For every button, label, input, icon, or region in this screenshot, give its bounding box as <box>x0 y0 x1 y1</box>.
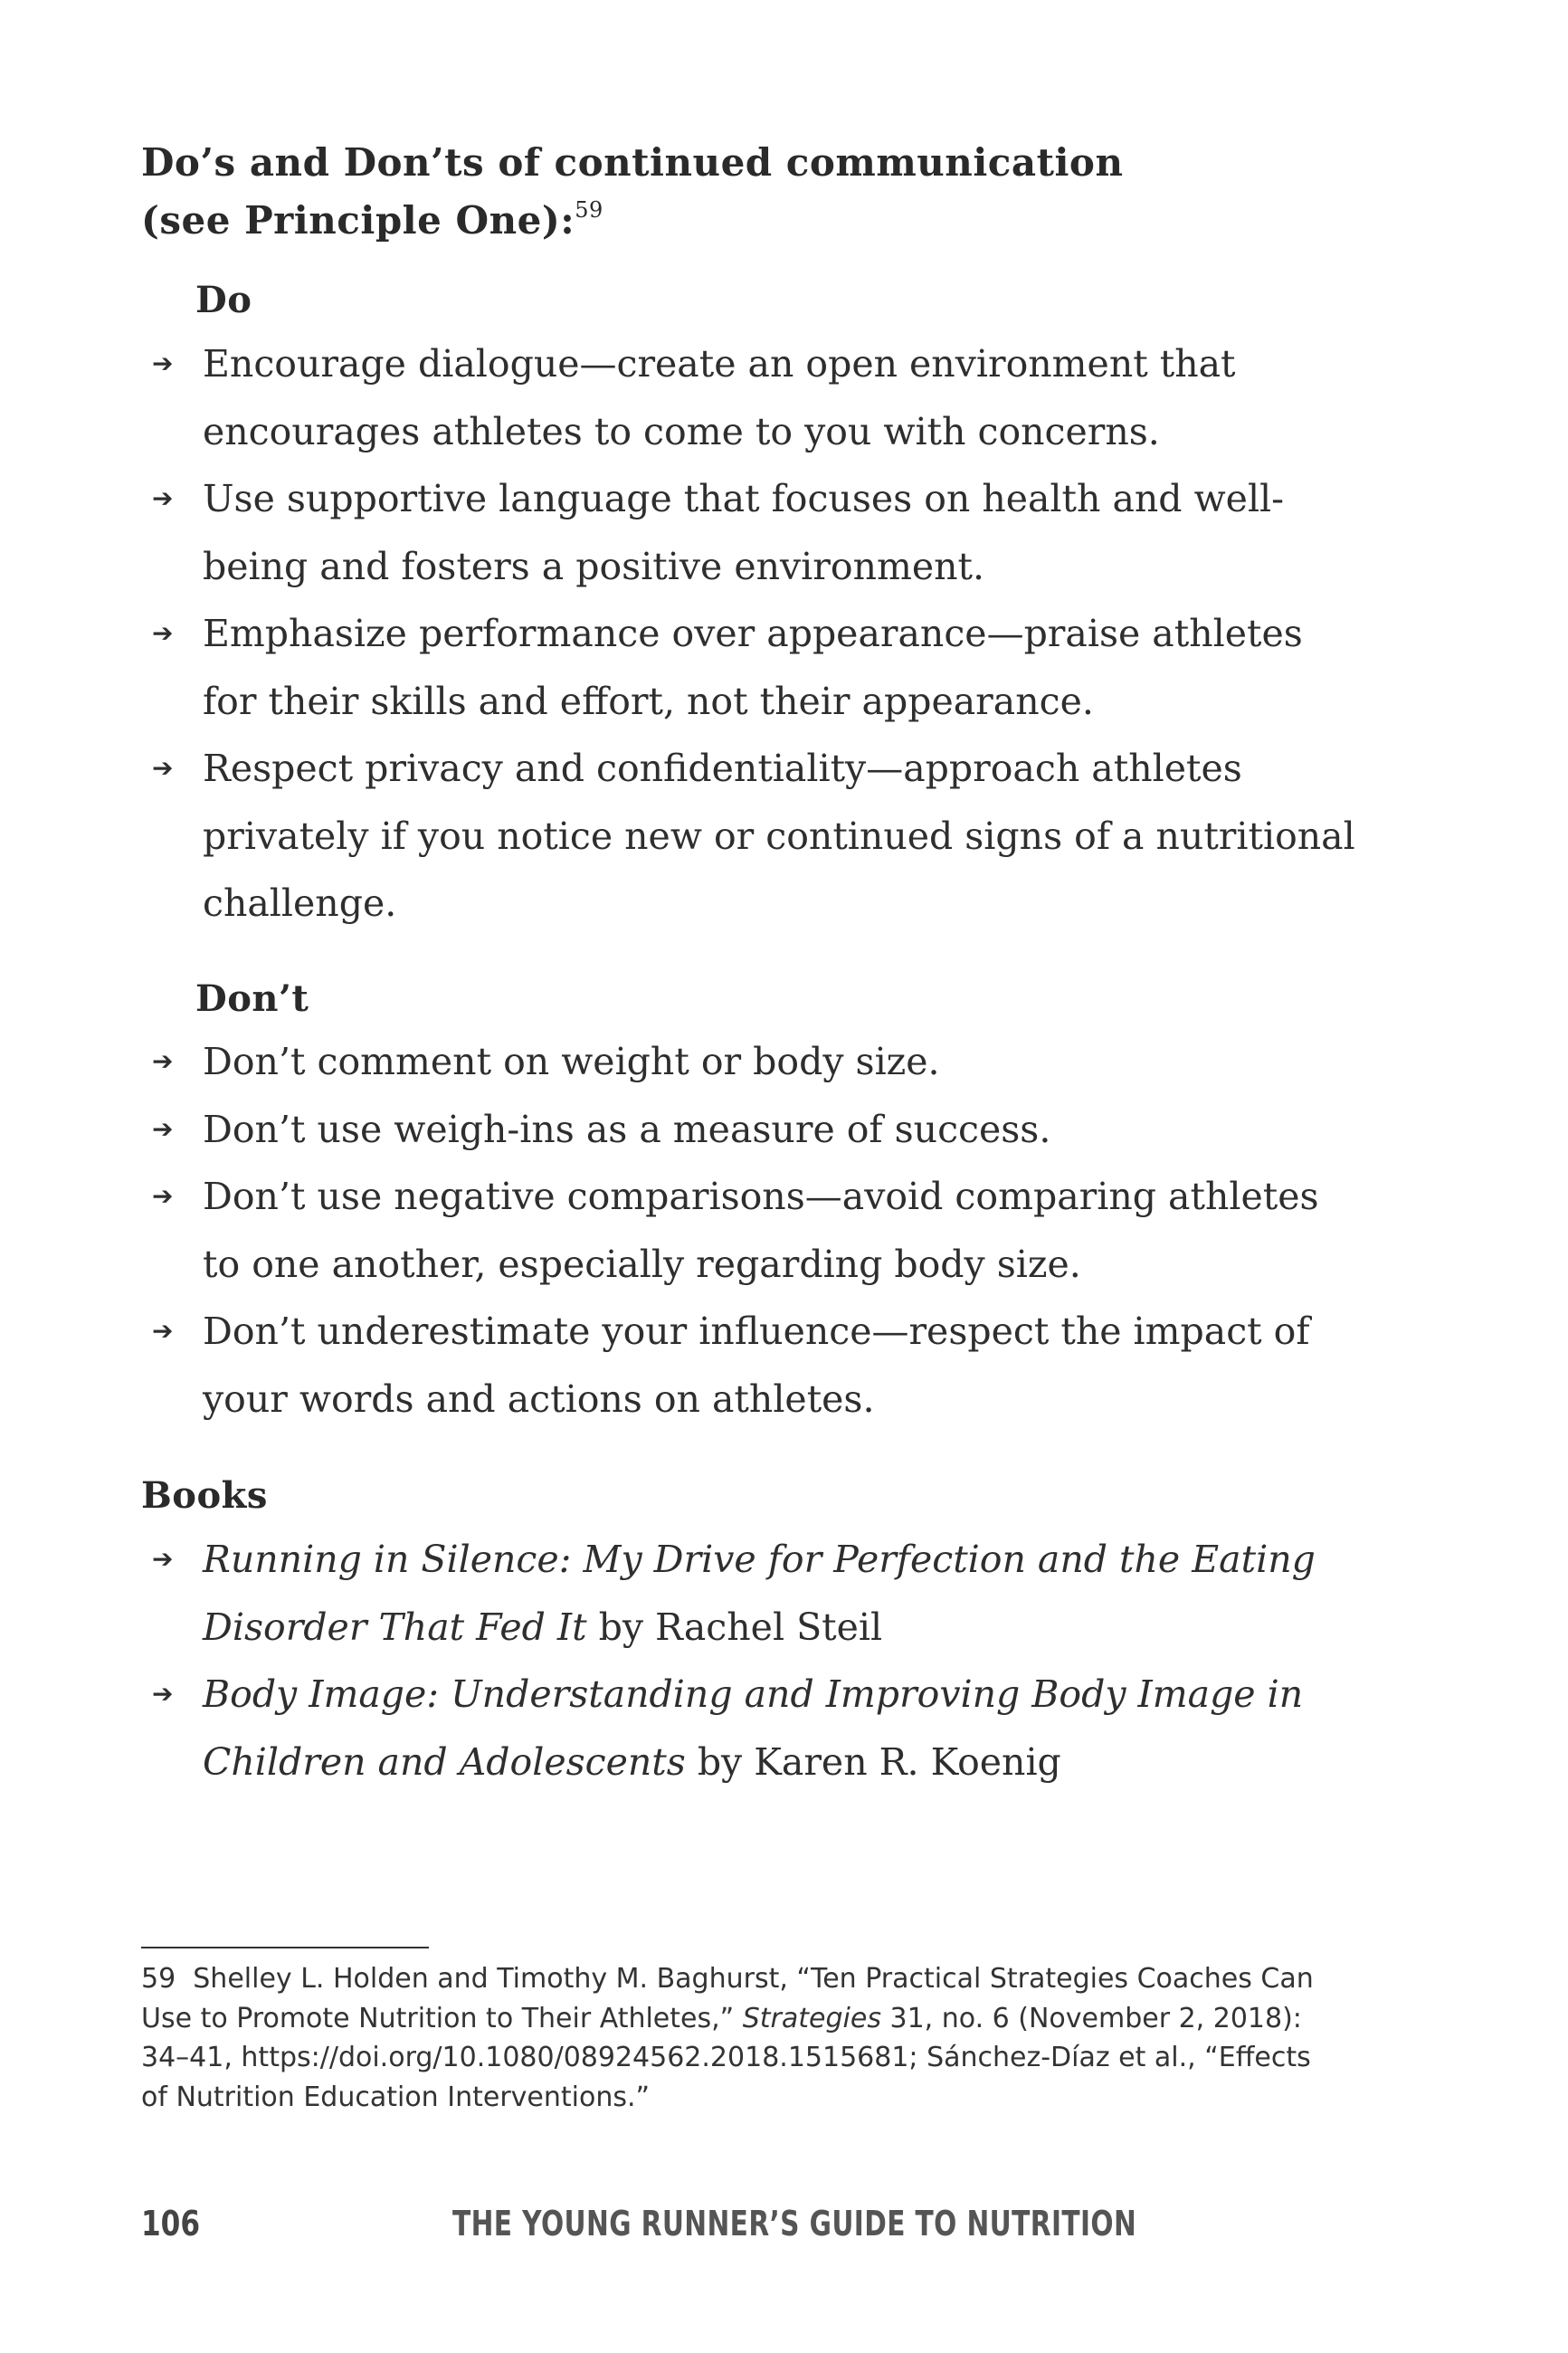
footnote-reference[interactable]: 59 <box>575 197 603 223</box>
list-item <box>152 330 1364 465</box>
list-item-text: Don’t comment on weight or body size. <box>203 1040 940 1083</box>
books-subheading: Books <box>141 1474 268 1517</box>
list-item <box>152 1163 1364 1298</box>
book-title: Running in Silence: My Drive for Perfection and the Eating Disorder That Fed It <box>203 1538 1316 1649</box>
footnote <box>141 1959 1317 2117</box>
arrow-right-icon: ➔ <box>152 1679 174 1709</box>
arrow-right-icon: ➔ <box>152 1181 174 1211</box>
section-heading <box>141 134 1272 250</box>
arrow-right-icon: ➔ <box>152 1046 174 1076</box>
list-item-text: Don’t use negative comparisons—avoid comparing athletes to one another, especially regarding body size. <box>203 1175 1319 1286</box>
page-number: 106 <box>141 2204 201 2243</box>
do-subheading: Do <box>195 279 252 321</box>
list-item <box>152 1028 1364 1096</box>
arrow-right-icon: ➔ <box>152 348 174 378</box>
footnote-text-b: 31, no. 6 (November 2, 2018): 34–41, https://doi.org/10.1080/08924562.2018.1515681; Sánchez-Díaz et al., “Effects of Nutrition Education Interventions.” <box>141 2002 1311 2113</box>
list-item-text: Respect privacy and confidentiality—approach athletes privately if you notice new or continued signs of a nutritional challenge. <box>203 747 1355 925</box>
arrow-right-icon: ➔ <box>152 1113 174 1144</box>
arrow-right-icon: ➔ <box>152 483 174 513</box>
footnote-text-a: Shelley L. Holden and Timothy M. Baghurst, “Ten Practical Strategies Coaches Can Use to Promote Nutrition to Their Athletes,” <box>141 1963 1314 2034</box>
book-title: Body Image: Understanding and Improving Body Image in Children and Adolescents <box>203 1672 1304 1784</box>
arrow-right-icon: ➔ <box>152 1544 174 1574</box>
footnote-number: 59 <box>141 1963 176 1995</box>
footnote-divider <box>141 1947 429 1948</box>
arrow-right-icon: ➔ <box>152 753 174 783</box>
dont-subheading: Don’t <box>195 977 309 1020</box>
list-item <box>152 1526 1364 1661</box>
list-item-text: Don’t use weigh-ins as a measure of success. <box>203 1107 1051 1151</box>
list-item <box>152 1661 1364 1796</box>
list-item <box>152 465 1364 600</box>
arrow-right-icon: ➔ <box>152 1316 174 1346</box>
list-item-text: Use supportive language that focuses on health and well-being and fosters a positive environment. <box>203 477 1285 588</box>
footnote-journal: Strategies <box>742 2002 881 2034</box>
arrow-right-icon: ➔ <box>152 618 174 648</box>
dont-list <box>152 1028 1364 1433</box>
book-author: by Karen R. Koenig <box>685 1739 1061 1784</box>
running-title: THE YOUNG RUNNER’S GUIDE TO NUTRITION <box>452 2204 1137 2243</box>
heading-line-2: (see Principle One): <box>141 198 575 243</box>
heading-line-1: Do’s and Don’ts of continued communication <box>141 140 1124 185</box>
list-item-text: Emphasize performance over appearance—praise athletes for their skills and effort, not their appearance. <box>203 612 1303 723</box>
list-item <box>152 1096 1364 1164</box>
books-list <box>152 1526 1364 1796</box>
list-item-text: Don’t underestimate your influence—respect the impact of your words and actions on athletes. <box>203 1310 1310 1421</box>
do-list <box>152 330 1364 938</box>
list-item <box>152 1298 1364 1433</box>
list-item-text: Encourage dialogue—create an open environment that encourages athletes to come to you with concerns. <box>203 342 1236 453</box>
list-item <box>152 735 1364 938</box>
book-author: by Rachel Steil <box>586 1605 883 1649</box>
list-item <box>152 600 1364 735</box>
